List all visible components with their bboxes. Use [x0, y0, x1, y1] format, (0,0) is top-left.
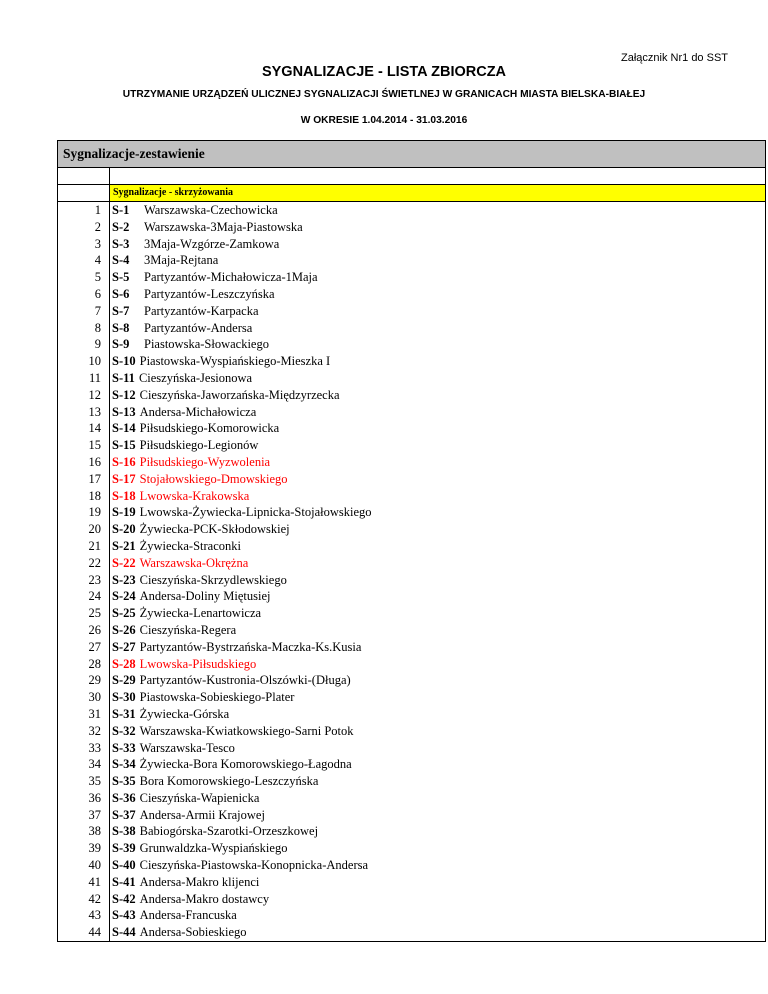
- signal-code: S-11: [112, 370, 135, 385]
- row-number: 9: [94, 337, 101, 352]
- table-row: [110, 924, 765, 941]
- signal-code: S-16: [112, 454, 136, 469]
- row-number: 29: [88, 673, 101, 688]
- signal-code: S-22: [112, 555, 136, 570]
- row-number: 20: [88, 522, 101, 537]
- table-row: [110, 891, 765, 908]
- row-number: 21: [88, 538, 101, 553]
- row-number: 22: [88, 555, 101, 570]
- table-row: [110, 588, 765, 605]
- table-row: [110, 252, 765, 269]
- table-row: [110, 320, 765, 337]
- table-row: [110, 370, 765, 387]
- signal-code: S-17: [112, 471, 136, 486]
- table-row: [110, 857, 765, 874]
- signal-code: S-1: [112, 203, 130, 217]
- signal-code: S-25: [112, 606, 136, 621]
- row-number: 16: [88, 454, 101, 469]
- signal-code: S-28: [112, 656, 136, 671]
- intersection-name: Babiogórska-Szarotki-Orzeszkowej: [139, 824, 319, 839]
- intersection-name: Grunwaldzka-Wyspiańskiego: [139, 841, 288, 856]
- intersection-name: Warszawska-Czechowicka: [144, 203, 278, 217]
- signal-code: S-41: [112, 874, 136, 889]
- row-number: 11: [88, 370, 101, 385]
- row-number: 19: [88, 505, 101, 520]
- table-row: [110, 420, 765, 437]
- table-row: [110, 236, 765, 253]
- signal-code: S-14: [112, 421, 136, 436]
- signal-code: S-35: [112, 774, 136, 789]
- signal-code: S-9: [112, 337, 130, 352]
- row-number: 24: [88, 589, 101, 604]
- table-row: [110, 807, 765, 824]
- row-number: 25: [88, 606, 101, 621]
- row-number: 1: [94, 203, 101, 217]
- intersection-name: Żywiecka-Górska: [139, 706, 230, 721]
- row-number: 36: [88, 790, 101, 805]
- row-number: 17: [88, 471, 101, 486]
- signal-code: S-7: [112, 303, 130, 318]
- table-row: [110, 336, 765, 353]
- intersection-name: Warszawska-Tesco: [139, 740, 235, 755]
- row-number: 10: [88, 354, 101, 369]
- intersection-name: Piastowska-Słowackiego: [144, 337, 269, 352]
- table-row: [110, 907, 765, 924]
- signal-code: S-43: [112, 908, 136, 923]
- signal-code: S-40: [112, 858, 136, 873]
- row-number: 35: [88, 774, 101, 789]
- table-row: [110, 689, 765, 706]
- table-body: [58, 202, 765, 941]
- row-number: 23: [88, 572, 101, 587]
- row-number: 13: [88, 404, 101, 419]
- table-row: [110, 219, 765, 236]
- row-number: 7: [94, 303, 101, 318]
- signal-code: S-38: [112, 824, 136, 839]
- items-column: [110, 202, 765, 941]
- intersection-name: Cieszyńska-Wapienicka: [139, 790, 260, 805]
- signal-code: S-18: [112, 488, 136, 503]
- signal-code: S-4: [112, 253, 130, 268]
- row-number: 26: [88, 622, 101, 637]
- table-row: [110, 823, 765, 840]
- signal-code: S-26: [112, 622, 136, 637]
- table-row: [110, 353, 765, 370]
- intersection-name: Żywiecka-Lenartowicza: [139, 606, 262, 621]
- intersection-name: Stojałowskiego-Dmowskiego: [139, 471, 288, 486]
- row-number: 4: [94, 253, 101, 268]
- table-row: [110, 286, 765, 303]
- intersection-name: Piłsudskiego-Komorowicka: [139, 421, 280, 436]
- intersection-name: Andersa-Makro dostawcy: [139, 891, 270, 906]
- row-number: 32: [88, 723, 101, 738]
- table-row: [110, 471, 765, 488]
- intersection-name: Partyzantów-Kustronia-Olszówki-(Długa): [139, 673, 351, 688]
- intersection-name: Piastowska-Wyspiańskiego-Mieszka I: [139, 354, 331, 369]
- row-number: 12: [88, 387, 101, 402]
- intersection-name: Warszawska-3Maja-Piastowska: [144, 219, 303, 234]
- intersection-name: Żywiecka-Bora Komorowskiego-Łagodna: [139, 757, 352, 772]
- table-row: [110, 454, 765, 471]
- signal-code: S-15: [112, 438, 136, 453]
- signal-code: S-31: [112, 706, 136, 721]
- table-row: [110, 572, 765, 589]
- signal-code: S-12: [112, 387, 136, 402]
- table-row: [110, 773, 765, 790]
- blank-row: [58, 168, 765, 185]
- signal-code: S-32: [112, 723, 136, 738]
- section-title: Sygnalizacje-zestawienie: [58, 141, 765, 168]
- signal-code: S-10: [112, 354, 136, 369]
- signal-code: S-33: [112, 740, 136, 755]
- row-number: 18: [88, 488, 101, 503]
- intersection-name: Partyzantów-Michałowicza-1Maja: [144, 270, 318, 285]
- signal-code: S-36: [112, 790, 136, 805]
- table-row: [110, 740, 765, 757]
- intersection-name: Partyzantów-Leszczyńska: [144, 286, 275, 301]
- intersection-name: Partyzantów-Karpacka: [144, 303, 259, 318]
- intersection-name: Andersa-Makro klijenci: [139, 874, 260, 889]
- row-number: 40: [88, 858, 101, 873]
- table-row: [110, 488, 765, 505]
- row-number: 42: [88, 891, 101, 906]
- signal-code: S-34: [112, 757, 136, 772]
- intersection-name: Piłsudskiego-Legionów: [139, 438, 259, 453]
- row-number: 38: [88, 824, 101, 839]
- table-row: [110, 790, 765, 807]
- signal-code: S-5: [112, 270, 130, 285]
- signal-code: S-3: [112, 236, 130, 251]
- signal-code: S-19: [112, 505, 136, 520]
- row-number: 3: [94, 236, 101, 251]
- table-row: [110, 538, 765, 555]
- signal-code: S-27: [112, 639, 136, 654]
- table-row: [110, 723, 765, 740]
- row-number: 31: [88, 706, 101, 721]
- signal-code: S-21: [112, 538, 136, 553]
- category-label: Sygnalizacje - skrzyżowania: [110, 185, 765, 201]
- row-number: 8: [94, 320, 101, 335]
- intersection-name: Piastowska-Sobieskiego-Plater: [139, 690, 295, 705]
- row-number: 30: [88, 690, 101, 705]
- signal-code: S-42: [112, 891, 136, 906]
- document-title: SYGNALIZACJE - LISTA ZBIORCZA: [261, 64, 507, 80]
- intersection-name: Piłsudskiego-Wyzwolenia: [139, 454, 271, 469]
- intersection-name: Cieszyńska-Jesionowa: [138, 370, 253, 385]
- intersection-name: Cieszyńska-Skrzydlewskiego: [139, 572, 287, 587]
- intersection-name: Partyzantów-Andersa: [144, 320, 253, 335]
- signal-code: S-2: [112, 219, 130, 234]
- table-row: [110, 303, 765, 320]
- intersection-name: Cieszyńska-Piastowska-Konopnicka-Andersa: [139, 858, 369, 873]
- row-number: 39: [88, 841, 101, 856]
- intersection-name: Andersa-Sobieskiego: [139, 925, 247, 940]
- intersection-name: Żywiecka-PCK-Skłodowskiej: [139, 522, 290, 537]
- row-number: 41: [88, 874, 101, 889]
- table-row: [110, 437, 765, 454]
- table-row: [110, 404, 765, 421]
- intersection-name: Lwowska-Krakowska: [139, 488, 250, 503]
- table-row: [110, 202, 765, 219]
- signal-code: S-44: [112, 925, 136, 940]
- table-row: [110, 387, 765, 404]
- row-number: 14: [88, 421, 101, 436]
- row-number: 28: [88, 656, 101, 671]
- table-row: [110, 840, 765, 857]
- intersection-name: Cieszyńska-Jaworzańska-Międzyrzecka: [139, 387, 340, 402]
- signal-code: S-6: [112, 286, 130, 301]
- table-row: [110, 605, 765, 622]
- category-row: [58, 185, 765, 202]
- row-number: 37: [88, 807, 101, 822]
- table-row: [110, 756, 765, 773]
- intersection-name: 3Maja-Wzgórze-Zamkowa: [144, 236, 280, 251]
- signal-code: S-29: [112, 673, 136, 688]
- signal-code: S-13: [112, 404, 136, 419]
- signal-code: S-30: [112, 690, 136, 705]
- row-number: 43: [88, 908, 101, 923]
- intersection-name: Andersa-Francuska: [139, 908, 237, 923]
- intersection-name: Cieszyńska-Regera: [139, 622, 237, 637]
- row-number: 5: [94, 270, 101, 285]
- intersection-name: Andersa-Doliny Miętusiej: [139, 589, 271, 604]
- row-number: 15: [88, 438, 101, 453]
- row-number: 34: [88, 757, 101, 772]
- table-row: [110, 504, 765, 521]
- table-row: [110, 269, 765, 286]
- intersection-name: Warszawska-Okrężna: [139, 555, 249, 570]
- table-row: [110, 622, 765, 639]
- signal-code: S-37: [112, 807, 136, 822]
- table-row: [110, 555, 765, 572]
- table-row: [110, 656, 765, 673]
- intersection-name: 3Maja-Rejtana: [144, 253, 219, 268]
- intersection-name: Żywiecka-Straconki: [139, 538, 241, 553]
- signal-code: S-39: [112, 841, 136, 856]
- attachment-label: Załącznik Nr1 do SST: [621, 52, 728, 64]
- row-number: 33: [88, 740, 101, 755]
- signal-code: S-24: [112, 589, 136, 604]
- document-period: W OKRESIE 1.04.2014 - 31.03.2016: [300, 115, 468, 126]
- table-row: [110, 706, 765, 723]
- signal-code: S-20: [112, 522, 136, 537]
- table-row: [110, 521, 765, 538]
- signals-table: [57, 140, 766, 942]
- document-subtitle: UTRZYMANIE URZĄDZEŃ ULICZNEJ SYGNALIZACJI ŚWIETLNEJ W GRANICACH MIASTA BIELSKA-BIAŁEJ: [122, 89, 646, 100]
- intersection-name: Partyzantów-Bystrzańska-Maczka-Ks.Kusia: [139, 639, 362, 654]
- intersection-name: Lwowska-Piłsudskiego: [139, 656, 257, 671]
- intersection-name: Bora Komorowskiego-Leszczyńska: [139, 774, 319, 789]
- number-column: [58, 202, 110, 941]
- row-number: 2: [94, 219, 101, 234]
- intersection-name: Andersa-Armii Krajowej: [139, 807, 265, 822]
- intersection-name: Warszawska-Kwiatkowskiego-Sarni Potok: [139, 723, 354, 738]
- table-row: [110, 639, 765, 656]
- table-row: [110, 672, 765, 689]
- intersection-name: Lwowska-Żywiecka-Lipnicka-Stojałowskiego: [139, 505, 372, 520]
- row-number: 44: [88, 925, 101, 940]
- table-row: [110, 874, 765, 891]
- row-number: 27: [88, 639, 101, 654]
- signal-code: S-23: [112, 572, 136, 587]
- signal-code: S-8: [112, 320, 130, 335]
- intersection-name: Andersa-Michałowicza: [139, 404, 257, 419]
- row-number: 6: [94, 286, 101, 301]
